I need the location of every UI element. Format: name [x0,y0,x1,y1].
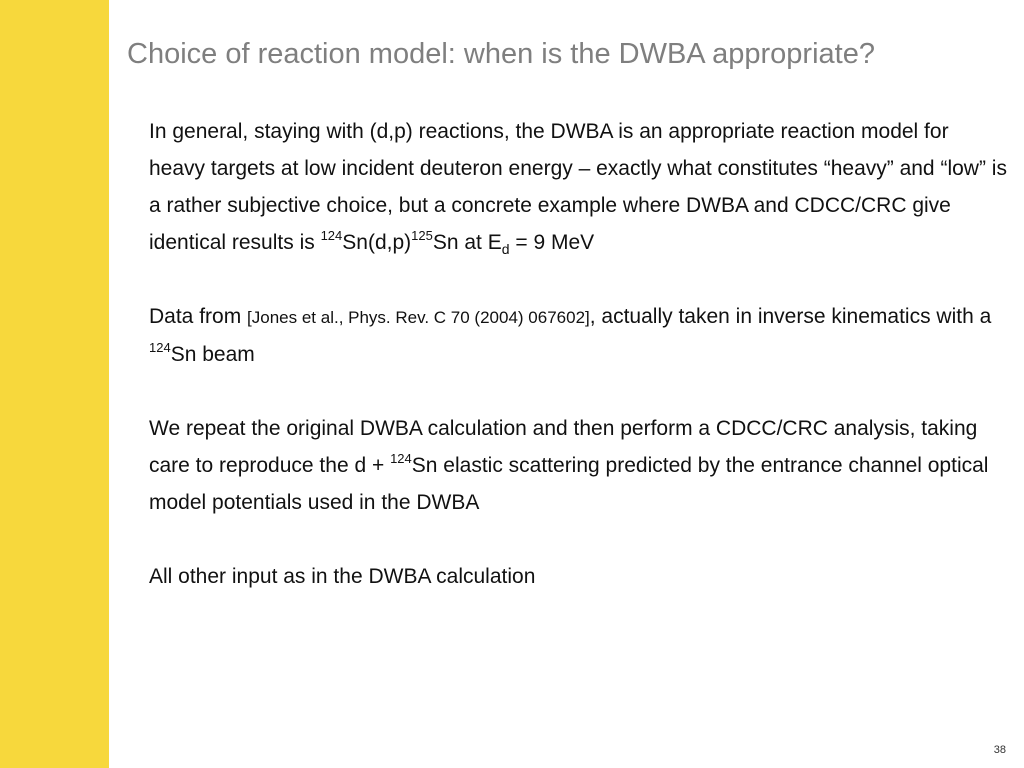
energy-subscript: d [501,241,510,257]
paragraph-text: In general, staying with (d,p) reactions, the DWBA is an appropriate reaction model for heavy targets at low incident deuteron energy – exactly what constitutes “heavy” and “low” is a rather subjective choice, but a concrete example where DWBA and CDCC/CRC give identical results is [149,120,1007,254]
paragraph-text: We repeat the original DWBA calculation and then perform a CDCC/CRC analysis, taking care to reproduce the d + [149,417,978,477]
paragraph-text: Data from [149,305,248,328]
paragraph-data-source [149,298,1009,373]
energy-label: Sn at E [432,231,502,254]
mass-number-beam: 124 [149,340,171,355]
energy-value: = 9 MeV [509,231,595,254]
slide-title: Choice of reaction model: when is the DWBA appropriate? [127,38,875,70]
page-number: 38 [993,744,1006,756]
paragraph-text: Sn elastic scattering predicted by the entrance channel optical model potentials used in the DWBA [149,454,989,514]
paragraph-text: Sn beam [170,343,255,366]
mass-number-residual: 125 [411,228,433,243]
side-accent-bar [0,0,109,768]
literature-reference: [Jones et al., Phys. Rev. C 70 (2004) 067602] [247,308,590,327]
paragraph-dwba-applicability [149,113,1009,261]
mass-number-target: 124 [320,228,343,243]
paragraph-other-input: All other input as in the DWBA calculation [149,565,536,588]
slide-body [149,113,1009,632]
reaction-notation: Sn(d,p) [342,231,412,254]
mass-number-elastic: 124 [390,451,412,466]
paragraph-method [149,410,1009,521]
paragraph-text: , actually taken in inverse kinematics with a [589,305,992,328]
